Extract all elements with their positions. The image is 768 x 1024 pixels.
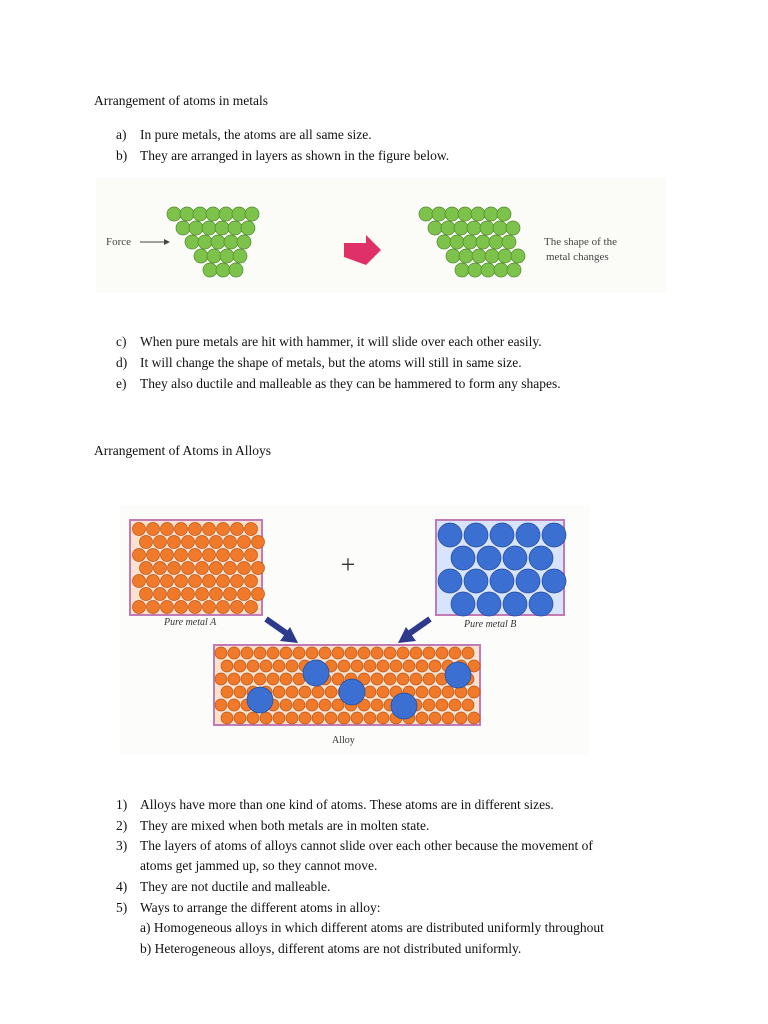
orange-atom <box>182 536 195 549</box>
orange-atom <box>273 686 285 698</box>
orange-atom <box>161 549 174 562</box>
metal-atom <box>232 207 246 221</box>
metal-atom <box>189 221 203 235</box>
list-item-text: They also ductile and malleable as they can be hammered to form any shapes. <box>140 376 561 391</box>
orange-atom <box>231 549 244 562</box>
orange-atom <box>189 523 202 536</box>
orange-atom <box>221 712 233 724</box>
orange-atom <box>416 686 428 698</box>
metal-atom <box>441 221 455 235</box>
orange-atom <box>221 686 233 698</box>
orange-atom <box>280 699 292 711</box>
list-marker: b) <box>116 148 128 163</box>
orange-atom <box>210 536 223 549</box>
alloy-diagram <box>120 505 590 755</box>
orange-atom <box>436 647 448 659</box>
metal-atom <box>237 235 251 249</box>
orange-atom <box>182 588 195 601</box>
metal-atom <box>489 235 503 249</box>
list-marker: 2) <box>116 818 128 833</box>
orange-atom <box>273 660 285 672</box>
orange-atom <box>245 549 258 562</box>
blue-atom <box>451 546 475 570</box>
orange-atom <box>462 647 474 659</box>
list-marker: 5) <box>116 900 128 915</box>
orange-atom <box>189 549 202 562</box>
metal-atom <box>437 235 451 249</box>
list-item-text: Ways to arrange the different atoms in alloy: <box>140 900 381 915</box>
blue-atom <box>464 569 488 593</box>
metal-atom <box>207 249 221 263</box>
orange-atom <box>423 673 435 685</box>
orange-atom <box>429 686 441 698</box>
blue-atom <box>451 592 475 616</box>
list-marker: 1) <box>116 797 128 812</box>
force-label: Force <box>106 236 132 248</box>
orange-atom <box>371 699 383 711</box>
orange-atom <box>293 647 305 659</box>
orange-atom <box>319 699 331 711</box>
orange-atom <box>245 523 258 536</box>
orange-atom <box>215 647 227 659</box>
orange-atom <box>442 712 454 724</box>
metal-atom <box>229 263 243 277</box>
orange-atom <box>377 686 389 698</box>
metal-atom <box>511 249 525 263</box>
orange-atom <box>175 549 188 562</box>
orange-atom <box>410 647 422 659</box>
orange-atom <box>231 601 244 614</box>
metal-atom <box>481 263 495 277</box>
metal-atom <box>428 221 442 235</box>
orange-atom <box>217 575 230 588</box>
orange-atom <box>247 660 259 672</box>
list-item-text-continued: atoms get jammed up, so they cannot move. <box>140 858 378 873</box>
orange-atom <box>267 673 279 685</box>
alloy-label: Alloy <box>332 735 355 746</box>
blue-atom <box>529 592 553 616</box>
metal-atom <box>485 249 499 263</box>
metal-atom <box>180 207 194 221</box>
blue-atom <box>542 523 566 547</box>
metal-atom <box>506 221 520 235</box>
orange-atom <box>436 699 448 711</box>
orange-atom <box>312 686 324 698</box>
orange-atom <box>182 562 195 575</box>
metal-atom <box>498 249 512 263</box>
orange-atom <box>397 647 409 659</box>
metal-atom <box>206 207 220 221</box>
orange-atom <box>140 536 153 549</box>
orange-atom <box>140 562 153 575</box>
metal-atom <box>167 207 181 221</box>
orange-atom <box>203 575 216 588</box>
orange-atom <box>260 712 272 724</box>
orange-atom <box>293 699 305 711</box>
orange-atom <box>364 660 376 672</box>
orange-atom <box>234 686 246 698</box>
orange-atom <box>410 673 422 685</box>
orange-atom <box>377 660 389 672</box>
orange-atom <box>371 673 383 685</box>
orange-atom <box>133 549 146 562</box>
metal-atom <box>224 235 238 249</box>
orange-atom <box>299 686 311 698</box>
orange-atom <box>273 712 285 724</box>
blue-atom <box>503 546 527 570</box>
section-heading-metals: Arrangement of atoms in metals <box>94 93 268 108</box>
metal-atom <box>203 263 217 277</box>
orange-atom <box>161 601 174 614</box>
list-marker: a) <box>116 127 127 142</box>
metal-atom <box>450 235 464 249</box>
orange-atom <box>133 601 146 614</box>
orange-atom <box>168 536 181 549</box>
orange-atom <box>217 523 230 536</box>
metal-atom <box>198 235 212 249</box>
metal-atom <box>471 207 485 221</box>
orange-atom <box>319 647 331 659</box>
list-item-text: They are mixed when both metals are in molten state. <box>140 818 430 833</box>
blue-atom <box>503 592 527 616</box>
orange-atom <box>210 562 223 575</box>
orange-atom <box>306 647 318 659</box>
list-marker: 3) <box>116 838 128 853</box>
orange-atom <box>231 575 244 588</box>
metal-atom <box>446 249 460 263</box>
orange-atom <box>221 660 233 672</box>
metal-atom <box>472 249 486 263</box>
orange-atom <box>140 588 153 601</box>
blue-atom <box>490 523 514 547</box>
orange-atom <box>228 673 240 685</box>
orange-atom <box>203 601 216 614</box>
orange-atom <box>358 647 370 659</box>
orange-atom <box>147 601 160 614</box>
orange-atom <box>154 562 167 575</box>
blue-atom <box>490 569 514 593</box>
list-marker: c) <box>116 334 127 349</box>
sub-item-homogeneous: a) Homogeneous alloys in which different atoms are distributed uniformly throughout <box>140 920 604 935</box>
metal-atom <box>454 221 468 235</box>
metal-atom <box>219 207 233 221</box>
orange-atom <box>345 647 357 659</box>
orange-atom <box>241 673 253 685</box>
orange-atom <box>168 562 181 575</box>
shape-change-label-1: The shape of the <box>544 236 617 248</box>
metal-atom <box>493 221 507 235</box>
orange-atom <box>210 588 223 601</box>
metal-atom <box>432 207 446 221</box>
orange-atom <box>455 712 467 724</box>
orange-atom <box>217 601 230 614</box>
orange-atom <box>325 712 337 724</box>
orange-atom <box>312 712 324 724</box>
orange-atom <box>224 562 237 575</box>
list-item-text: In pure metals, the atoms are all same size. <box>140 127 372 142</box>
shape-change-label-2: metal changes <box>546 251 609 263</box>
metal-atom <box>467 221 481 235</box>
orange-atom <box>224 536 237 549</box>
orange-atom <box>351 660 363 672</box>
metal-atom <box>216 263 230 277</box>
orange-atom <box>449 647 461 659</box>
metal-atom <box>484 207 498 221</box>
blue-atom <box>438 569 462 593</box>
orange-atom <box>161 575 174 588</box>
orange-atom <box>238 536 251 549</box>
orange-atom <box>154 536 167 549</box>
metal-atom <box>463 235 477 249</box>
list-marker: e) <box>116 376 127 391</box>
orange-atom <box>175 601 188 614</box>
metal-atom <box>459 249 473 263</box>
orange-atom <box>196 536 209 549</box>
metal-atom <box>185 235 199 249</box>
metal-atom <box>202 221 216 235</box>
blue-atom <box>477 546 501 570</box>
list-item-text: They are not ductile and malleable. <box>140 879 331 894</box>
metal-atom <box>245 207 259 221</box>
metal-atom <box>193 207 207 221</box>
sub-item-heterogeneous: b) Heterogeneous alloys, different atoms are not distributed uniformly. <box>140 941 522 956</box>
metal-atom <box>233 249 247 263</box>
orange-atom <box>254 647 266 659</box>
orange-atom <box>203 523 216 536</box>
orange-atom <box>416 660 428 672</box>
plus-sign: + <box>340 550 356 579</box>
orange-atom <box>215 673 227 685</box>
orange-atom <box>280 673 292 685</box>
orange-atom <box>241 647 253 659</box>
orange-atom <box>252 536 265 549</box>
orange-atom <box>371 647 383 659</box>
orange-atom <box>468 712 480 724</box>
orange-atom <box>468 686 480 698</box>
list-item-text: Alloys have more than one kind of atoms. These atoms are in different sizes. <box>140 797 554 812</box>
blue-atom <box>516 523 540 547</box>
metal-a-label: Pure metal A <box>164 617 217 628</box>
metal-atom <box>211 235 225 249</box>
orange-atom <box>231 523 244 536</box>
orange-atom <box>325 686 337 698</box>
orange-atom <box>397 673 409 685</box>
orange-atom <box>306 699 318 711</box>
orange-atom <box>351 712 363 724</box>
orange-atom <box>267 647 279 659</box>
orange-atom <box>286 712 298 724</box>
orange-atom <box>384 673 396 685</box>
orange-atom <box>364 712 376 724</box>
orange-atom <box>189 601 202 614</box>
orange-atom <box>377 712 389 724</box>
metal-atom <box>215 221 229 235</box>
orange-atom <box>252 562 265 575</box>
blue-atom <box>339 679 365 705</box>
orange-atom <box>260 660 272 672</box>
metal-atom <box>494 263 508 277</box>
orange-atom <box>245 601 258 614</box>
blue-atom <box>438 523 462 547</box>
orange-atom <box>254 673 266 685</box>
blue-atom <box>529 546 553 570</box>
metal-atom <box>468 263 482 277</box>
metal-b-label: Pure metal B <box>464 619 517 630</box>
metal-atom <box>419 207 433 221</box>
metal-atom <box>228 221 242 235</box>
blue-atom <box>247 687 273 713</box>
orange-atom <box>442 686 454 698</box>
blue-atom <box>542 569 566 593</box>
orange-atom <box>147 575 160 588</box>
orange-atom <box>384 647 396 659</box>
orange-atom <box>286 686 298 698</box>
blue-atom <box>477 592 501 616</box>
metal-atom <box>241 221 255 235</box>
section-heading-alloys: Arrangement of Atoms in Alloys <box>94 443 271 458</box>
orange-atom <box>338 712 350 724</box>
orange-atom <box>462 699 474 711</box>
orange-atom <box>338 660 350 672</box>
metal-slide-figure <box>96 178 666 293</box>
metal-slide-diagram <box>96 178 666 293</box>
orange-atom <box>133 523 146 536</box>
blue-atom <box>391 693 417 719</box>
orange-atom <box>247 712 259 724</box>
metal-atom <box>220 249 234 263</box>
orange-atom <box>234 712 246 724</box>
list-marker: d) <box>116 355 128 370</box>
list-item-text: They are arranged in layers as shown in the figure below. <box>140 148 450 163</box>
orange-atom <box>280 647 292 659</box>
orange-atom <box>238 588 251 601</box>
orange-atom <box>423 647 435 659</box>
blue-atom <box>303 660 329 686</box>
list-item-text: When pure metals are hit with hammer, it will slide over each other easily. <box>140 334 542 349</box>
orange-atom <box>429 712 441 724</box>
orange-atom <box>168 588 181 601</box>
metal-atom <box>497 207 511 221</box>
orange-atom <box>238 562 251 575</box>
blue-atom <box>516 569 540 593</box>
orange-atom <box>245 575 258 588</box>
orange-atom <box>175 575 188 588</box>
list-item-text: The layers of atoms of alloys cannot slide over each other because the movement of <box>140 838 593 853</box>
metal-atom <box>507 263 521 277</box>
list-marker: 4) <box>116 879 128 894</box>
orange-atom <box>189 575 202 588</box>
blue-atom <box>445 662 471 688</box>
orange-atom <box>161 523 174 536</box>
metal-atom <box>176 221 190 235</box>
orange-atom <box>332 647 344 659</box>
list-item-text: It will change the shape of metals, but the atoms will still in same size. <box>140 355 522 370</box>
orange-atom <box>234 660 246 672</box>
metal-atom <box>458 207 472 221</box>
orange-atom <box>449 699 461 711</box>
orange-atom <box>133 575 146 588</box>
orange-atom <box>196 562 209 575</box>
orange-atom <box>228 699 240 711</box>
orange-atom <box>403 660 415 672</box>
orange-atom <box>175 523 188 536</box>
alloy-figure <box>120 505 590 755</box>
metal-atom <box>445 207 459 221</box>
orange-atom <box>252 588 265 601</box>
orange-atom <box>154 588 167 601</box>
metal-atom <box>502 235 516 249</box>
orange-atom <box>390 660 402 672</box>
metal-atom <box>480 221 494 235</box>
orange-atom <box>224 588 237 601</box>
orange-atom <box>196 588 209 601</box>
orange-atom <box>228 647 240 659</box>
orange-atom <box>299 712 311 724</box>
orange-atom <box>364 686 376 698</box>
metal-atom <box>194 249 208 263</box>
orange-atom <box>416 712 428 724</box>
metal-atom <box>476 235 490 249</box>
orange-atom <box>215 699 227 711</box>
blue-atom <box>464 523 488 547</box>
metal-atom <box>455 263 469 277</box>
orange-atom <box>423 699 435 711</box>
orange-atom <box>217 549 230 562</box>
orange-atom <box>429 660 441 672</box>
orange-atom <box>147 523 160 536</box>
orange-atom <box>147 549 160 562</box>
orange-atom <box>286 660 298 672</box>
orange-atom <box>203 549 216 562</box>
